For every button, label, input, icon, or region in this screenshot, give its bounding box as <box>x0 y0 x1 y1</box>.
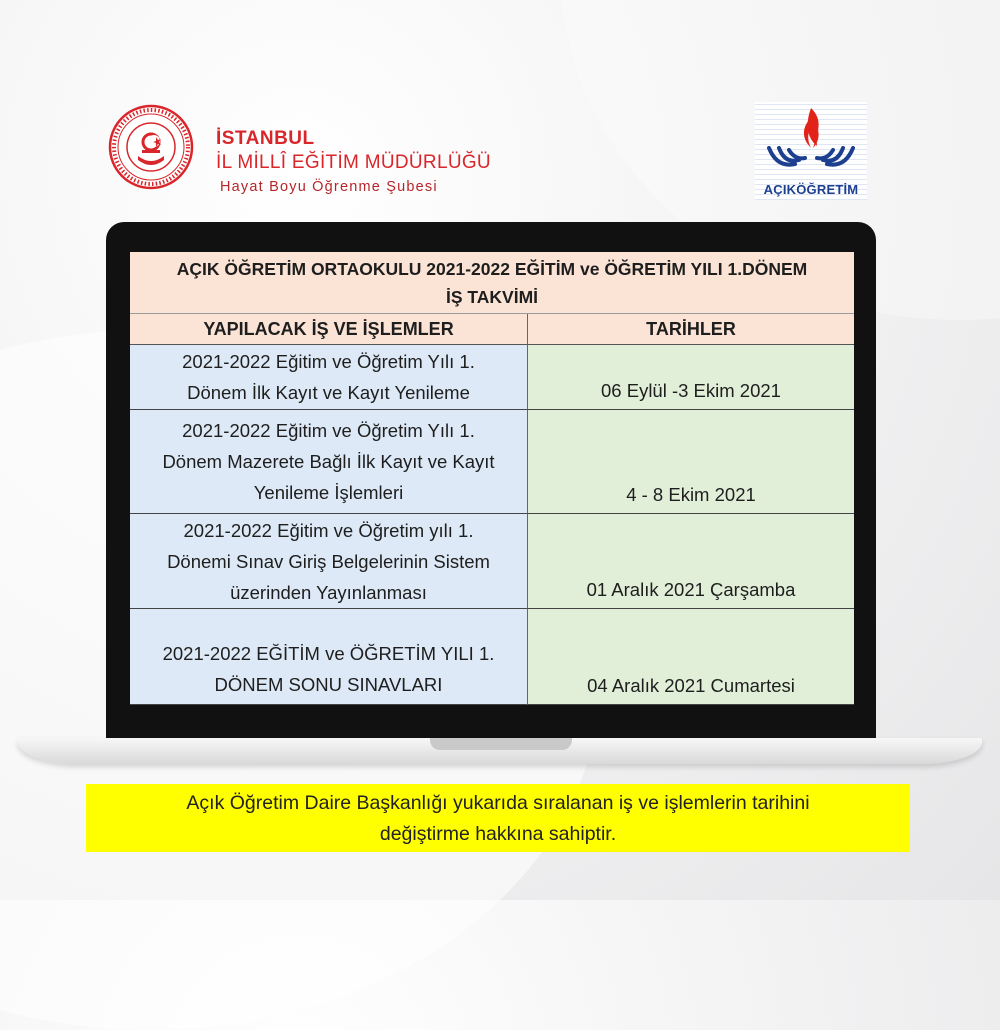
task-cell <box>130 609 528 705</box>
task-line: Dönem Mazerete Bağlı İlk Kayıt ve Kayıt <box>162 451 495 472</box>
table-title <box>130 252 854 314</box>
schedule-table <box>130 252 854 705</box>
laptop-notch <box>430 738 572 750</box>
org-city: İSTANBUL <box>216 128 315 149</box>
aof-logo-text: AÇIKÖĞRETİM <box>763 182 859 197</box>
table-title-line2: İŞ TAKVİMİ <box>445 287 539 307</box>
date-cell: 06 Eylül -3 Ekim 2021 <box>528 345 854 410</box>
disclaimer-notice <box>86 784 910 852</box>
org-branch: Hayat Boyu Öğrenme Şubesi <box>220 179 438 195</box>
task-line: 2021-2022 Eğitim ve Öğretim yılı 1. <box>183 519 474 541</box>
task-line: Dönemi Sınav Giriş Belgelerinin Sistem <box>167 550 490 572</box>
task-line: Dönem İlk Kayıt ve Kayıt Yenileme <box>187 382 470 403</box>
meb-seal-icon <box>108 104 194 190</box>
task-line: DÖNEM SONU SINAVLARI <box>214 674 443 695</box>
organization-name <box>216 128 491 195</box>
notice-line1: Açık Öğretim Daire Başkanlığı yukarıda sıralanan iş ve işlemlerin tarihini <box>186 792 810 814</box>
table-title-line1: AÇIK ÖĞRETİM ORTAOKULU 2021-2022 EĞİTİM ve ÖĞRETİM YILI 1.DÖNEM <box>176 259 808 279</box>
task-line: 2021-2022 Eğitim ve Öğretim Yılı 1. <box>182 351 475 372</box>
column-header-task: YAPILACAK İŞ VE İŞLEMLER <box>130 314 528 345</box>
aof-flame-logo-icon <box>755 102 867 200</box>
task-cell <box>130 410 528 514</box>
task-line: 2021-2022 EĞİTİM ve ÖĞRETİM YILI 1. <box>162 643 495 664</box>
date-cell: 4 - 8 Ekim 2021 <box>528 410 854 514</box>
task-line: Yenileme İşlemleri <box>253 482 404 503</box>
date-cell: 01 Aralık 2021 Çarşamba <box>528 514 854 609</box>
org-directorate: İL MİLLÎ EĞİTİM MÜDÜRLÜĞÜ <box>216 152 491 173</box>
task-cell <box>130 345 528 410</box>
date-cell: 04 Aralık 2021 Cumartesi <box>528 609 854 705</box>
column-header-date: TARİHLER <box>528 314 854 345</box>
task-cell <box>130 514 528 609</box>
task-line: üzerinden Yayınlanması <box>230 581 427 603</box>
notice-line2: değiştirme hakkına sahiptir. <box>379 823 617 845</box>
task-line: 2021-2022 Eğitim ve Öğretim Yılı 1. <box>182 420 475 441</box>
